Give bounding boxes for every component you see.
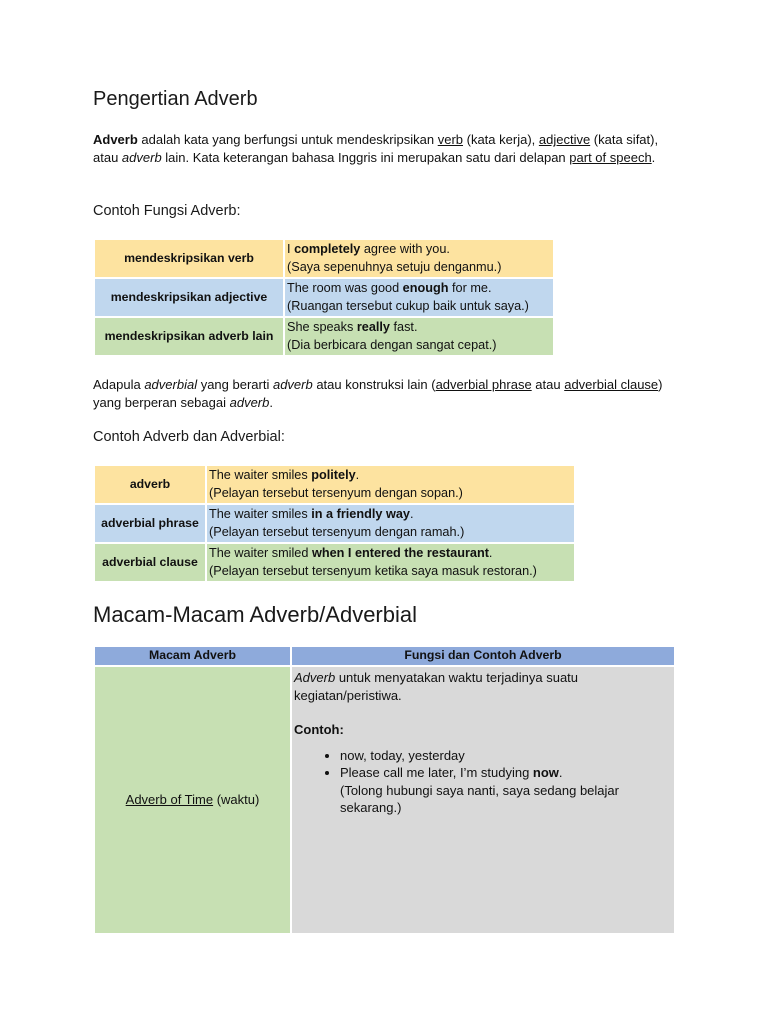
header-macam: Macam Adverb: [95, 647, 290, 665]
row-example: [285, 240, 553, 277]
para-text: ) yang berperan sebagai: [93, 377, 663, 410]
para-text: atau konstruksi lain (: [312, 377, 436, 392]
subheading-fungsi: Contoh Fungsi Adverb:: [93, 203, 241, 219]
section-title-pengertian: Pengertian Adverb: [93, 88, 258, 110]
adverbial-paragraph: [93, 376, 675, 411]
row-example: [207, 544, 574, 581]
row-example: [207, 466, 574, 503]
example-list: [294, 747, 672, 817]
intro-adverb-italic: adverb: [121, 149, 162, 165]
example-adverb: when I entered the restaurant: [311, 546, 489, 560]
example-text: The waiter smiles: [209, 507, 312, 521]
link-part-of-speech: part of speech: [569, 149, 652, 165]
example-text: .: [488, 546, 493, 560]
link-adjective: adjective: [538, 132, 591, 147]
table-row: [95, 505, 574, 542]
intro-term: Adverb: [93, 132, 138, 147]
example-adverb: enough: [402, 281, 449, 295]
table-row: [95, 466, 574, 503]
example-adverb: in a friendly way: [311, 507, 410, 521]
example-text: agree with you.: [360, 242, 450, 256]
row-example: [285, 279, 553, 316]
example-text: .: [409, 507, 414, 521]
desc-italic: Adverb: [294, 670, 336, 685]
row-label: mendeskripsikan adjective: [95, 279, 283, 316]
row-label: adverbial clause: [95, 544, 205, 581]
example-text: for me.: [448, 281, 492, 295]
example-text: She speaks: [287, 320, 357, 334]
link-adverb-of-time: Adverb of Time: [125, 792, 214, 808]
table-row: [95, 279, 553, 316]
intro-text: adalah kata yang berfungsi untuk mendeskripsikan: [137, 132, 438, 147]
example-adverb: now: [532, 765, 559, 780]
intro-text: lain. Kata keterangan bahasa Inggris ini merupakan satu dari delapan: [161, 149, 570, 165]
adverb-type-note: (waktu): [213, 792, 260, 808]
contoh-label: Contoh:: [294, 722, 344, 737]
row-label: adverbial phrase: [95, 505, 205, 542]
example-text: The waiter smiles: [209, 468, 312, 482]
fungsi-table: [93, 238, 555, 357]
table-row: [95, 240, 553, 277]
example-translation: (Ruangan tersebut cukup baik untuk saya.): [287, 298, 529, 313]
intro-text: .: [651, 149, 656, 165]
list-item: • now, today, yesterday: [340, 747, 672, 765]
example-text: fast.: [389, 320, 418, 334]
intro-text: (kata sifat), atau: [93, 132, 659, 165]
row-label: mendeskripsikan verb: [95, 240, 283, 277]
example-text: The waiter smiled: [209, 546, 312, 560]
adverb-type-cell: [95, 667, 290, 933]
contoh-table: [93, 464, 576, 583]
example-text: The room was good: [287, 281, 403, 295]
para-italic: adverb: [229, 394, 270, 410]
link-adverbial-phrase: adverbial phrase: [435, 377, 532, 392]
list-item: [340, 764, 672, 817]
para-italic: adverb: [272, 377, 313, 392]
example-translation: (Dia berbicara dengan sangat cepat.): [287, 337, 497, 352]
example-translation: (Tolong hubungi saya nanti, saya sedang belajar sekarang.): [340, 782, 619, 815]
example-translation: (Pelayan tersebut tersenyum dengan ramah.): [209, 524, 465, 539]
subheading-contoh: Contoh Adverb dan Adverbial:: [93, 429, 285, 445]
row-example: [207, 505, 574, 542]
example-text: .: [558, 765, 563, 780]
para-italic: adverbial: [144, 377, 198, 392]
header-fungsi: Fungsi dan Contoh Adverb: [292, 647, 674, 665]
link-adverbial-clause: adverbial clause: [564, 377, 659, 392]
section-title-macam: Macam-Macam Adverb/Adverbial: [93, 602, 418, 627]
example-adverb: completely: [294, 242, 361, 256]
example-translation: (Saya sepenuhnya setuju denganmu.): [287, 259, 502, 274]
example-translation: (Pelayan tersebut tersenyum dengan sopan.): [209, 485, 463, 500]
row-example: [285, 318, 553, 355]
table-row: [95, 667, 674, 933]
example-adverb: politely: [311, 468, 356, 482]
description-text: [294, 669, 672, 704]
intro-paragraph: [93, 131, 675, 166]
table-header-row: [95, 647, 674, 665]
desc-rest: untuk menyatakan waktu terjadinya suatu kegiatan/peristiwa.: [294, 670, 579, 703]
table-row: [95, 544, 574, 581]
link-verb: verb: [437, 132, 464, 147]
adverb-description-cell: [292, 667, 674, 933]
row-label: adverb: [95, 466, 205, 503]
macam-table: [93, 645, 676, 935]
example-adverb: really: [356, 320, 390, 334]
table-row: [95, 318, 553, 355]
example-translation: (Pelayan tersebut tersenyum ketika saya masuk restoran.): [209, 563, 537, 578]
example-text: Please call me later, I’m studying: [340, 765, 533, 780]
intro-text: (kata kerja),: [463, 132, 539, 147]
para-text: Adapula: [93, 377, 145, 392]
example-text: .: [355, 468, 360, 482]
example-text: I: [287, 242, 295, 256]
para-text: yang berarti: [197, 377, 273, 392]
row-label: mendeskripsikan adverb lain: [95, 318, 283, 355]
para-text: atau: [531, 377, 565, 392]
para-text: .: [269, 394, 273, 410]
